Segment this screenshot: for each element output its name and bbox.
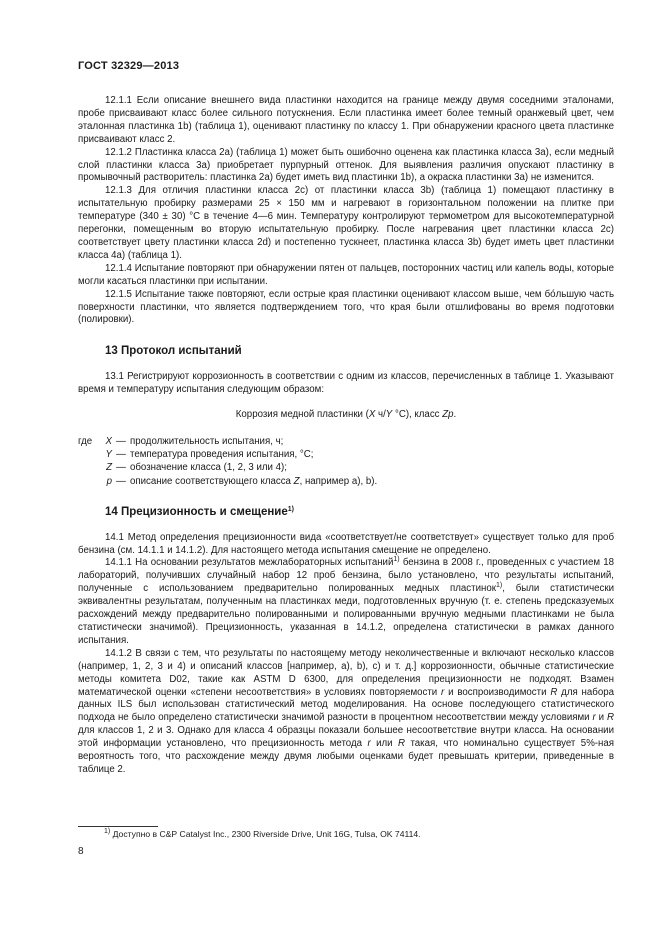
where-list xyxy=(78,435,614,488)
footnote-divider xyxy=(78,826,158,827)
report-formula: Коррозия медной пластинки (X ч/Y °С), класс Zp. xyxy=(235,409,457,421)
section-14-title: 14 Прецизионность и смещение$^{1)}$ xyxy=(105,505,294,518)
paragraph-12-1-2: 12.1.2 Пластинка класса 2а) (таблица 1) может быть ошибочно оценена как пластинка класса 3а), если медный слой пластинки класса 3а) приобретает пурпурный оттенок. Для выявления различия опускают пластинку в промывочный растворитель: пластинка 2а) будет иметь вид пластинки 1b), а окраска пластинки 3а) не изменится. xyxy=(78,146,614,184)
paragraph-12-1-5: 12.1.5 Испытание также повторяют, если острые края пластинки оценивают классом выше, чем бо́льшую часть поверхности пластинки, что является подтверждением того, что края были отшлифованы во время подготовки (полировки). xyxy=(78,288,614,326)
paragraph-12-1-3: 12.1.3 Для отличия пластинки класса 2с) от пластинки класса 3b) (таблица 1) помещают пластинку в испытательную пробирку размерами 25 × 150 мм и нагревают в горизонтальном положении на плитке при температуре (340 ± 30) °С в течение 4—6 мин. Температуру контролируют термометром для высокотемпературной перегонки, помещенным во вторую испытательную пробирку. После нагревания цвет пластинки класса 2с) соответствует цвету пластинки класса 2d) и постепенно тускнеет, пластинка класса 3b) будет иметь цвет пластинки класса 4а) (таблица 1). xyxy=(78,185,614,261)
where-item: Y — температура проведения испытания, °С; xyxy=(105,449,314,461)
footnote-ref: 1) xyxy=(287,505,294,513)
paragraph-14-1-2: 14.1.2 В связи с тем, что результаты по настоящему методу неколичественные и включают несколько классов (например, 1, 2, 3 и 4) и описаний классов [например, а), b), с) и т. д.] коррозионности, обычные статистические методы комитета D02, такие как ASTM D 6300, для определения прецизионности не подходят. Взамен математической оценки «степени несоответствия» в условиях повторяемости r и воспроизводимости R для набора данных ILS был использован статистический метод моделирования. На основе последующего статистического подхода не было определено статистически значимой разности в процентном несоответствии между условиями r и R для классов 1, 2 и 3. Однако для класса 4 образцы показали большее несоответствие внутри класса. На основании этой информации установлено, что прецизионность метода r или R такая, что номинально существует 5%-ная вероятность того, что расхождение между двумя любыми оценками будет превышать критерии, приведенные в таблице 2. xyxy=(78,647,615,775)
paragraph-12-1-1: 12.1.1 Если описание внешнего вида пластинки находится на границе между двумя соседними эталонами, пробе присваивают класс более сильного потускнения. Если пластинка имеет более темный оранжевый цвет, чем эталонная пластинка 1b) (таблица 1), оценивают пластинку по классу 1. При обнаружении красного цвета пластинке присваивают класс 2. xyxy=(78,95,614,145)
section-13-title: 13 Протокол испытаний xyxy=(105,345,242,358)
document-header: ГОСТ 32329—2013 xyxy=(78,60,180,72)
paragraph-12-1-4: 12.1.4 Испытание повторяют при обнаружении пятен от пальцев, посторонних частиц или капель воды, которые могли касаться пластинки при испытании. xyxy=(78,262,614,287)
paragraph-13-1: 13.1 Регистрируют коррозионность в соответствии с одним из классов, перечисленных в таблице 1. Указывают время и температуру испытания следующим образом: xyxy=(78,371,614,396)
paragraph-14-1: 14.1 Метод определения прецизионности вида «соответствует/не соответствует» существует только для проб бензина (см. 14.1.1 и 14.1.2). Для настоящего метода испытания смещение не определено. xyxy=(78,531,614,556)
footnote-ref: 1) xyxy=(495,582,503,590)
page-number: 8 xyxy=(78,846,84,857)
where-item: p — описание соответствующего класса Z, например а), b). xyxy=(106,475,378,487)
where-item: Z — обозначение класса (1, 2, 3 или 4); xyxy=(106,462,287,474)
footnote-ref: 1) xyxy=(393,556,400,564)
page-body xyxy=(78,95,614,777)
paragraph-14-1-1: 14.1.1 На основании результатов межлабораторных испытаний$^{1)}$ бензина в 2008 г., проведенных с участием 18 лабораторий, получивших случайный набор 12 проб бензина, было установлено, что результаты испытаний, полученные с использованием предварительно полированных медных пластинок$^{1)}$, были статистически эквивалентны результатам, полученным на пластинках меди, подготовленных вручную (т. е. степень предсказуемых расхождений между предварительно полированными и полированными вручную медными пластинками не была статистически значимой). Прецизионность, указанная в 14.1.2, определена статистически в рамках данного испытания. xyxy=(78,556,615,646)
where-item: где X — продолжительность испытания, ч; xyxy=(78,435,284,447)
where-label: где xyxy=(78,435,93,447)
footnote: $^{1)}$ Доступно в С&Р Catalyst Inc., 2300 Riverside Drive, Unit 16G, Tulsa, OK 74114. xyxy=(104,828,421,839)
